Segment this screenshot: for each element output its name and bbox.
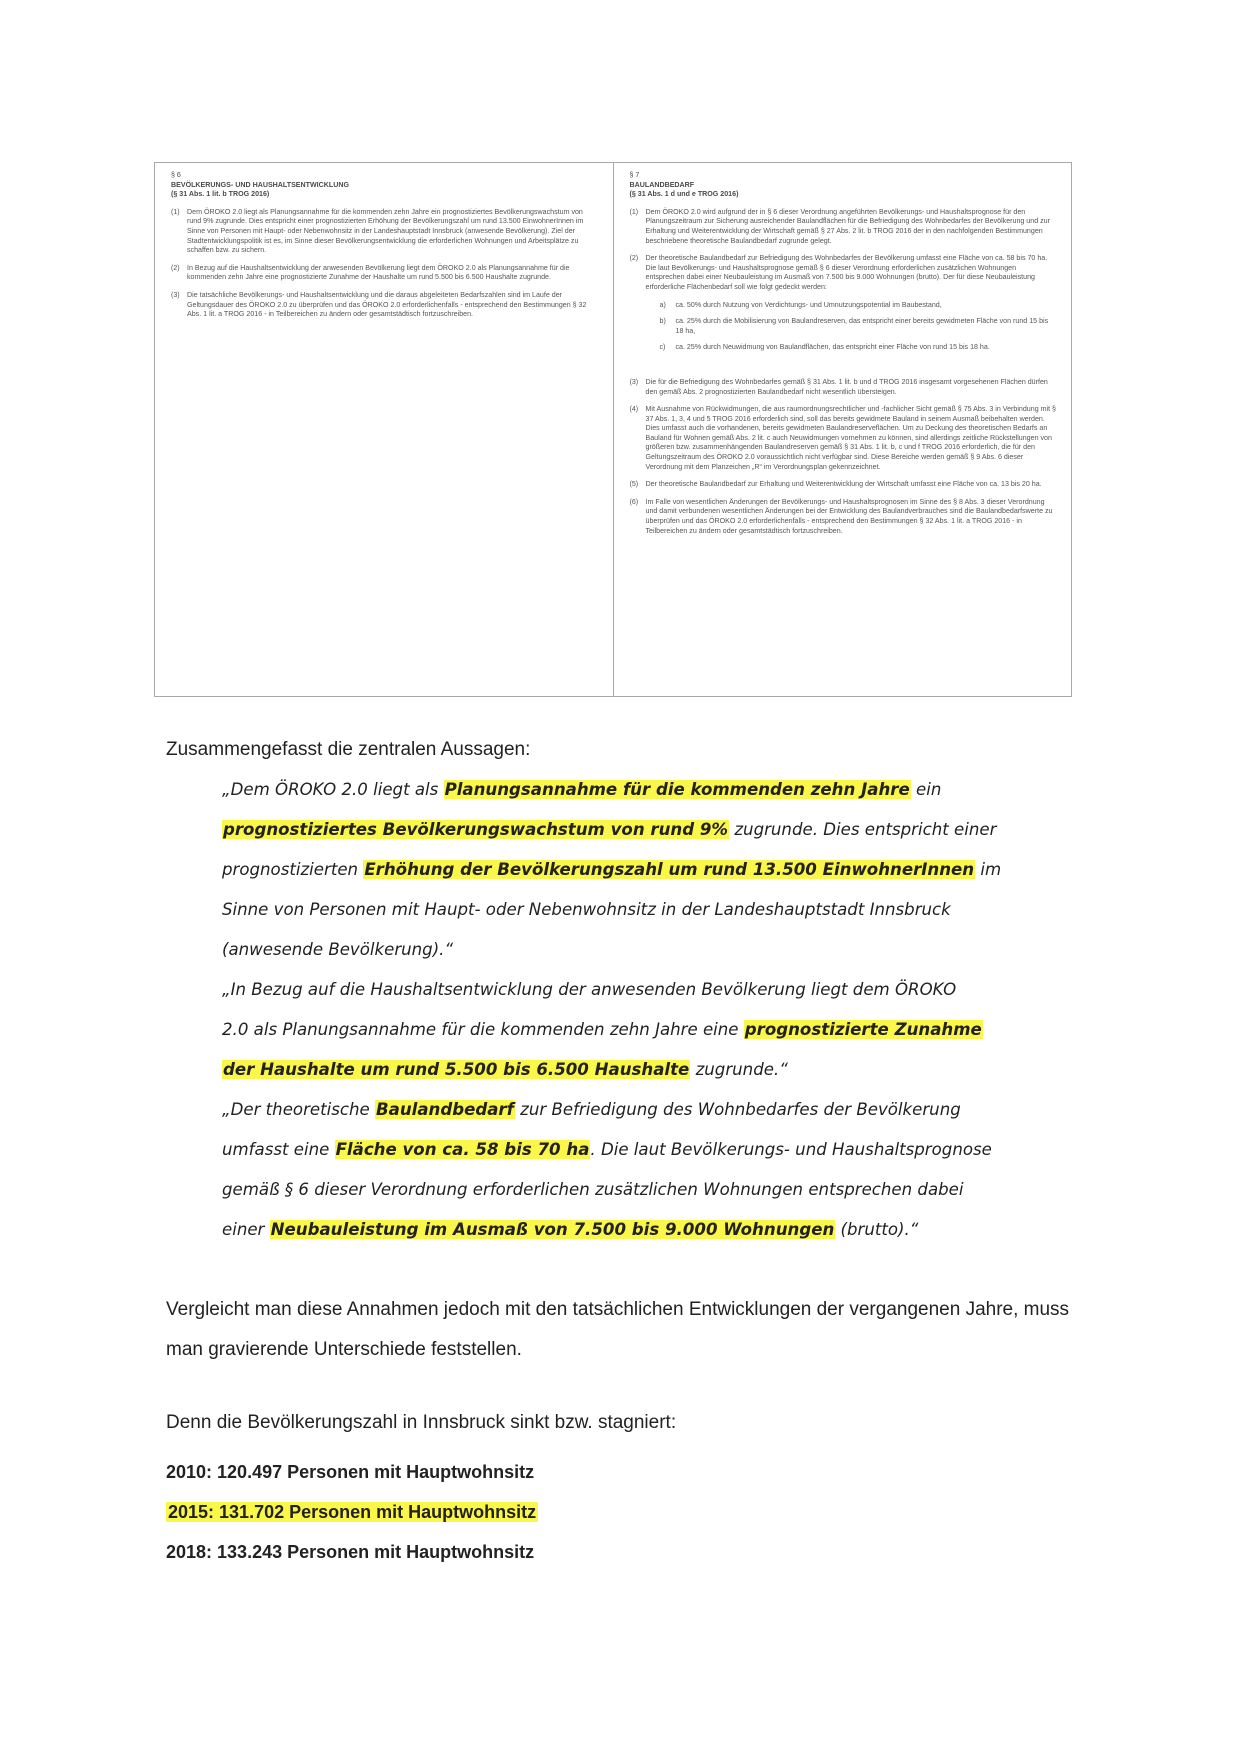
highlighted-text: prognostiziertes Bevölkerungswachstum von rund 9%	[223, 820, 729, 839]
quote-text: gemäß § 6 dieser Verordnung erforderlichen zusätzlichen Wohnungen entsprechen dabei	[222, 1180, 964, 1199]
summary-intro: Zusammengefasst die zentralen Aussagen:	[166, 739, 531, 760]
item-text: Mit Ausnahme von Rückwidmungen, die aus raumordnungsrechtlicher und -fachlicher Sicht gemäß § 75 Abs. 3 in Verbindung mit § 37 Abs. 1, 3, 4 und 5 TROG 2016 erforderlich sind, soll das bereits gewidmete Bauland in seinem Ausmaß beibehalten werden. Dies umfasst auch die vorhandenen, bereits gewidmeten Baulandreserveflächen. Um zu Deckung des theoretischen Bedarfs an Bauland für Wohnen gemäß Abs. 2 lit. c auch Neuwidmungen vornehmen zu können, sind allerdings zeitliche Rückstellungen von größeren bzw. zusammenhängenden Baulandreserven gemäß § 31 Abs. 1 lit. b, c und f TROG 2016 erforderlich, die für den Geltungszeitraum des ÖROKO 2.0 voraussichtlich nicht verfügbar sind. Diese Bereiche werden gemäß § 9 Abs. 6 dieser Verordnung mit dem Planzeichen „R“ im Verordnungsplan gekennzeichnet.	[645, 405, 1056, 471]
quote-line	[222, 890, 1022, 930]
paragraph	[630, 498, 1058, 536]
quote-line	[222, 1130, 1022, 1170]
quote-text: ein	[910, 780, 942, 799]
item-text: ca. 25% durch Neuwidmung von Baulandflächen, das entspricht einer Fläche von rund 15 bis 18 ha.	[675, 343, 990, 352]
quote-text: „Dem ÖROKO 2.0 liegt als	[222, 780, 444, 799]
section-reference: (§ 31 Abs. 1 d und e TROG 2016)	[629, 190, 739, 199]
population-item	[166, 1452, 538, 1492]
section-number: § 6	[171, 171, 181, 179]
item-number: (4)	[629, 405, 639, 414]
section-title: BEVÖLKERUNGS- UND HAUSHALTSENTWICKLUNG	[171, 180, 349, 189]
population-intro: Denn die Bevölkerungszahl in Innsbruck sinkt bzw. stagniert:	[166, 1412, 677, 1433]
paragraph	[630, 378, 1058, 397]
paragraph	[630, 208, 1058, 246]
highlighted-text: der Haushalte um rund 5.500 bis 6.500 Haushalte	[223, 1060, 690, 1079]
item-number: (3)	[171, 290, 180, 299]
paragraph-text: Dem ÖROKO 2.0 wird aufgrund der in § 6 dieser Verordnung angeführten Bevölkerungs- und Haushaltsprognose für den Planungszeitraum zur Sicherung ausreichender Baulandflächen für die Befriedigung des Wohnbedarfes der Bevölkerung und zur Erhaltung und Weiterentwicklung der Wirtschaft gemäß § 27 Abs. 2 lit. b TROG 2016 der in den nachfolgenden Bestimmungen beschriebene theoretische Baulandbedarf zugrunde gelegt.	[645, 207, 1050, 245]
item-number: (2)	[171, 263, 180, 272]
quote-line	[222, 1170, 1022, 1210]
paragraph	[630, 405, 1058, 472]
population-text: 2010: 120.497 Personen mit Hauptwohnsitz	[166, 1462, 535, 1482]
quote-text: (anwesende Bevölkerung).“	[222, 940, 454, 959]
ordinance-excerpt	[154, 162, 1072, 697]
paragraph-number: (1)	[629, 207, 639, 216]
item-text: ca. 50% durch Nutzung von Verdichtungs- und Umnutzungspotential im Baubestand,	[675, 300, 942, 309]
quote-line	[222, 970, 1022, 1010]
section-6-column	[155, 163, 614, 696]
quote-line	[222, 770, 1022, 810]
summary-quotes	[222, 770, 1022, 1250]
quote-text: „Der theoretische	[222, 1100, 375, 1119]
quote-text: Sinne von Personen mit Haupt- oder Nebenwohnsitz in der Landeshauptstadt Innsbruck	[222, 900, 951, 919]
item-text: Dem ÖROKO 2.0 liegt als Planungsannahme für die kommenden zehn Jahre ein prognostiziertes Bevölkerungswachstum von rund 9% zugrunde. Dies entspricht einer prognostizierten Erhöhung der Bevölkerungszahl um rund 13.500 EinwohnerInnen im Sinne von Personen mit Haupt- oder Nebenwohnsitz in der Landeshauptstadt Innsbruck (anwesende Bevölkerung). Ziel der Stadtentwicklungspolitik ist es, im Sinne dieser Bevölkerungsentwicklung die erforderlichen Wohnungen und Arbeitsplätze zu schaffen bzw. zu sichern.	[187, 207, 584, 255]
quote-line	[222, 1010, 1022, 1050]
paragraph	[171, 264, 599, 283]
highlighted-text: Neubauleistung im Ausmaß von 7.500 bis 9.000 Wohnungen	[270, 1220, 835, 1239]
quote-text: (brutto).“	[835, 1220, 919, 1239]
highlighted-text: Baulandbedarf	[375, 1100, 514, 1119]
population-text: 2018: 133.243 Personen mit Hauptwohnsitz	[166, 1542, 535, 1562]
sub-item	[660, 301, 1058, 311]
quote-line	[222, 1210, 1022, 1250]
highlighted-text: Planungsannahme für die kommenden zehn Jahre	[444, 780, 910, 799]
highlighted-text: Erhöhung der Bevölkerungszahl um rund 13.500 EinwohnerInnen	[364, 860, 975, 879]
item-number: a)	[659, 300, 666, 309]
paragraph-text: Der theoretische Baulandbedarf zur Befriedigung des Wohnbedarfes der Bevölkerung umfasst eine Fläche von ca. 58 bis 70 ha. Die laut Bevölkerungs- und Haushaltsprognose gemäß § 6 dieser Verordnung erforderlichen zusätzlichen Wohnungen entsprechen dabei einer Neubauleistung im Ausmaß von 7.500 bis 9.000 Wohnungen (brutto). Der für diese Neubauleistung erforderliche Flächenbedarf soll wie folgt gedeckt werden:	[645, 254, 1048, 291]
section-7-column	[614, 163, 1072, 696]
section-number: § 7	[629, 171, 640, 179]
quote-text: zugrunde. Dies entspricht einer	[729, 820, 997, 839]
paragraph	[171, 208, 599, 256]
quote-text: im	[975, 860, 1002, 879]
section-7-paragraphs	[630, 378, 1058, 536]
quote-text: 2.0 als Planungsannahme für die kommenden zehn Jahre eine	[222, 1020, 744, 1039]
item-text: Die tatsächliche Bevölkerungs- und Haushaltsentwicklung und die daraus abgeleiteten Bedarfszahlen sind im Laufe der Geltungsdauer des ÖROKO 2.0 zu überprüfen und das ÖROKO 2.0 erforderlichenfalls - entsprechend den Bestimmungen § 32 Abs. 1 lit. a TROG 2016 - in Teilbereichen zu ändern oder gesamtstädtisch fortzuschreiben.	[187, 290, 587, 319]
highlighted-text: Fläche von ca. 58 bis 70 ha	[335, 1140, 590, 1159]
quote-line	[222, 850, 1022, 890]
quote-text: . Die laut Bevölkerungs- und Haushaltsprognose	[590, 1140, 992, 1159]
paragraph-number: (2)	[629, 254, 639, 263]
item-text: Im Falle von wesentlichen Änderungen der Bevölkerungs- und Haushaltsprognosen im Sinne des § 8 Abs. 3 dieser Verordnung und damit verbundenen wesentlichen Änderungen bei der Entwicklung des Baulandverbrauches sind die Baulandbedarfswerte zu überprüfen und das ÖROKO 2.0 erforderlichenfalls - entsprechend den Bestimmungen § 32 Abs. 1 lit. a TROG 2016 - in Teilbereichen zu ändern oder gesamtstädtisch fortzuschreiben.	[645, 497, 1053, 535]
item-text: In Bezug auf die Haushaltsentwicklung der anwesenden Bevölkerung liegt dem ÖROKO 2.0 als Planungsannahme für die kommenden zehn Jahre eine prognostizierte Zunahme der Haushalte um rund 5.500 bis 6.500 Haushalte zugrunde.	[187, 263, 570, 282]
quote-text: umfasst eine	[222, 1140, 335, 1159]
quote-line	[222, 1090, 1022, 1130]
population-list	[166, 1452, 538, 1572]
section-6-paragraphs	[171, 208, 599, 320]
item-number: (3)	[629, 377, 639, 386]
item-text: Der theoretische Baulandbedarf zur Erhaltung und Weiterentwicklung der Wirtschaft umfasst eine Fläche von ca. 13 bis 20 ha.	[645, 480, 1042, 489]
population-text: 2015: 131.702 Personen mit Hauptwohnsitz	[168, 1502, 537, 1522]
quote-text: zugrunde.“	[690, 1060, 788, 1079]
sub-item	[660, 343, 1058, 353]
section-7-subitems	[630, 301, 1058, 353]
population-item	[166, 1532, 538, 1572]
population-item	[166, 1492, 538, 1532]
item-number: (1)	[171, 207, 180, 216]
item-text: ca. 25% durch die Mobilisierung von Baulandreserven, das entspricht einer bereits gewidmeten Fläche von rund 15 bis 18 ha,	[675, 317, 1049, 335]
paragraph	[630, 480, 1058, 490]
highlighted-text: prognostizierte Zunahme	[744, 1020, 982, 1039]
comparison-paragraph: Vergleicht man diese Annahmen jedoch mit den tatsächlichen Entwicklungen der vergangenen Jahre, muss man gravierende Unterschiede feststellen.	[166, 1299, 1070, 1360]
quote-text: einer	[222, 1220, 270, 1239]
quote-line	[222, 810, 1022, 850]
item-number: (5)	[629, 480, 639, 489]
section-reference: (§ 31 Abs. 1 lit. b TROG 2016)	[171, 190, 270, 199]
section-title: BAULANDBEDARF	[629, 180, 695, 189]
quote-text: zur Befriedigung des Wohnbedarfes der Bevölkerung	[514, 1100, 961, 1119]
item-number: c)	[659, 343, 666, 352]
paragraph	[171, 291, 599, 320]
quote-text: prognostizierten	[222, 860, 364, 879]
item-text: Die für die Befriedigung des Wohnbedarfes gemäß § 31 Abs. 1 lit. b und d TROG 2016 insgesamt vorgesehenen Flächen dürfen den gemäß Abs. 2 prognostizierten Baulandbedarf nicht wesentlich übersteigen.	[645, 377, 1048, 396]
item-number: b)	[659, 317, 666, 326]
quote-text: „In Bezug auf die Haushaltsentwicklung der anwesenden Bevölkerung liegt dem ÖROKO	[222, 980, 957, 999]
paragraph	[630, 254, 1058, 292]
quote-line	[222, 930, 1022, 970]
quote-line	[222, 1050, 1022, 1090]
sub-item	[660, 317, 1058, 336]
item-number: (6)	[629, 497, 639, 506]
